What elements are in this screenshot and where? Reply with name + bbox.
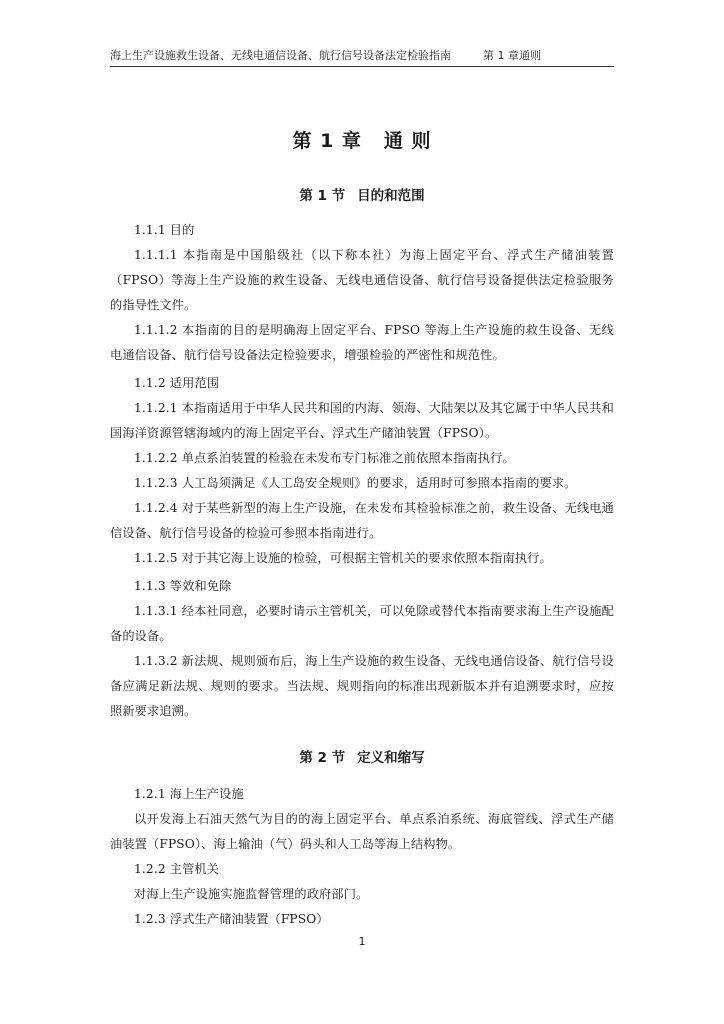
page-content [110,128,614,932]
header-title: 海上生产设施救生设备、无线电通信设备、航行信号设备法定检验指南 [110,49,451,62]
section-1-title [110,184,614,204]
clause-1-1-2-heading: 1.1.2 适用范围 [134,376,220,390]
clause-1-1-2-3: 1.1.2.3 人工岛须满足《人工岛安全规则》的要求，适用时可参照本指南的要求。 [134,476,577,490]
chapter-name: 通 则 [383,130,432,152]
chapter-number: 第 1 章 [292,130,362,152]
page-number: 1 [358,935,366,948]
section-1-name: 目的和范围 [357,188,425,204]
clause-1-1-3-heading: 1.1.3 等效和免除 [134,579,232,593]
clause-1-2-1-text: 以开发海上石油天然气为目的的海上固定平台、单点系泊系统、海底管线、浮式生产储油装置（FPSO）、海上输油（气）码头和人工岛等海上结构物。 [110,812,614,851]
clause-1-1-1-2: 1.1.1.2 本指南的目的是明确海上固定平台、FPSO 等海上生产设施的救生设备、无线电通信设备、航行信号设备法定检验要求，增强检验的严密性和规范性。 [110,323,614,362]
clause-1-2-2-text: 对海上生产设施实施监督管理的政府部门。 [134,887,369,901]
clause-1-2-3-heading: 1.2.3 浮式生产储油装置（FPSO） [134,912,329,926]
running-header [110,49,614,67]
section-2-title [110,746,614,766]
clause-1-1-3-1: 1.1.3.1 经本社同意，必要时请示主管机关，可以免除或替代本指南要求海上生产设施配备的设备。 [110,604,614,643]
clause-1-1-2-1: 1.1.2.1 本指南适用于中华人民共和国的内海、领海、大陆架以及其它属于中华人民共和国海洋资源管辖海域内的海上固定平台、浮式生产储油装置（FPSO）。 [110,401,614,440]
clause-1-2-2-heading: 1.2.2 主管机关 [134,862,220,876]
header-chapter: 第 1 章通则 [483,49,541,62]
section-1-number: 第 1 节 [299,188,346,204]
section-2-name: 定义和缩写 [357,750,425,766]
clause-1-1-3-2: 1.1.3.2 新法规、规则颁布后，海上生产设施的救生设备、无线电通信设备、航行信号设备应满足新法规、规则的要求。当法规、规则指向的标准出现新版本并有追溯要求时，应按照新要求追溯。 [110,654,614,718]
clause-1-1-2-5: 1.1.2.5 对于其它海上设施的检验，可根据主管机关的要求依照本指南执行。 [134,551,552,565]
chapter-title [110,128,614,154]
section-2-number: 第 2 节 [299,750,346,766]
clause-1-1-2-4: 1.1.2.4 对于某些新型的海上生产设施，在未发布其检验标准之前，救生设备、无线电通信设备、航行信号设备的检验可参照本指南进行。 [110,501,614,540]
clause-1-1-1-heading: 1.1.1 目的 [134,223,195,237]
clause-1-2-1-heading: 1.2.1 海上生产设施 [134,787,244,801]
clause-1-1-2-2: 1.1.2.2 单点系泊装置的检验在未发布专门标准之前依照本指南执行。 [134,451,515,465]
clause-1-1-1-1: 1.1.1.1 本指南是中国船级社（以下称本社）为海上固定平台、浮式生产储油装置（FPSO）等海上生产设施的救生设备、无线电通信设备、航行信号设备提供法定检验服务的指导性文件。 [110,248,614,312]
